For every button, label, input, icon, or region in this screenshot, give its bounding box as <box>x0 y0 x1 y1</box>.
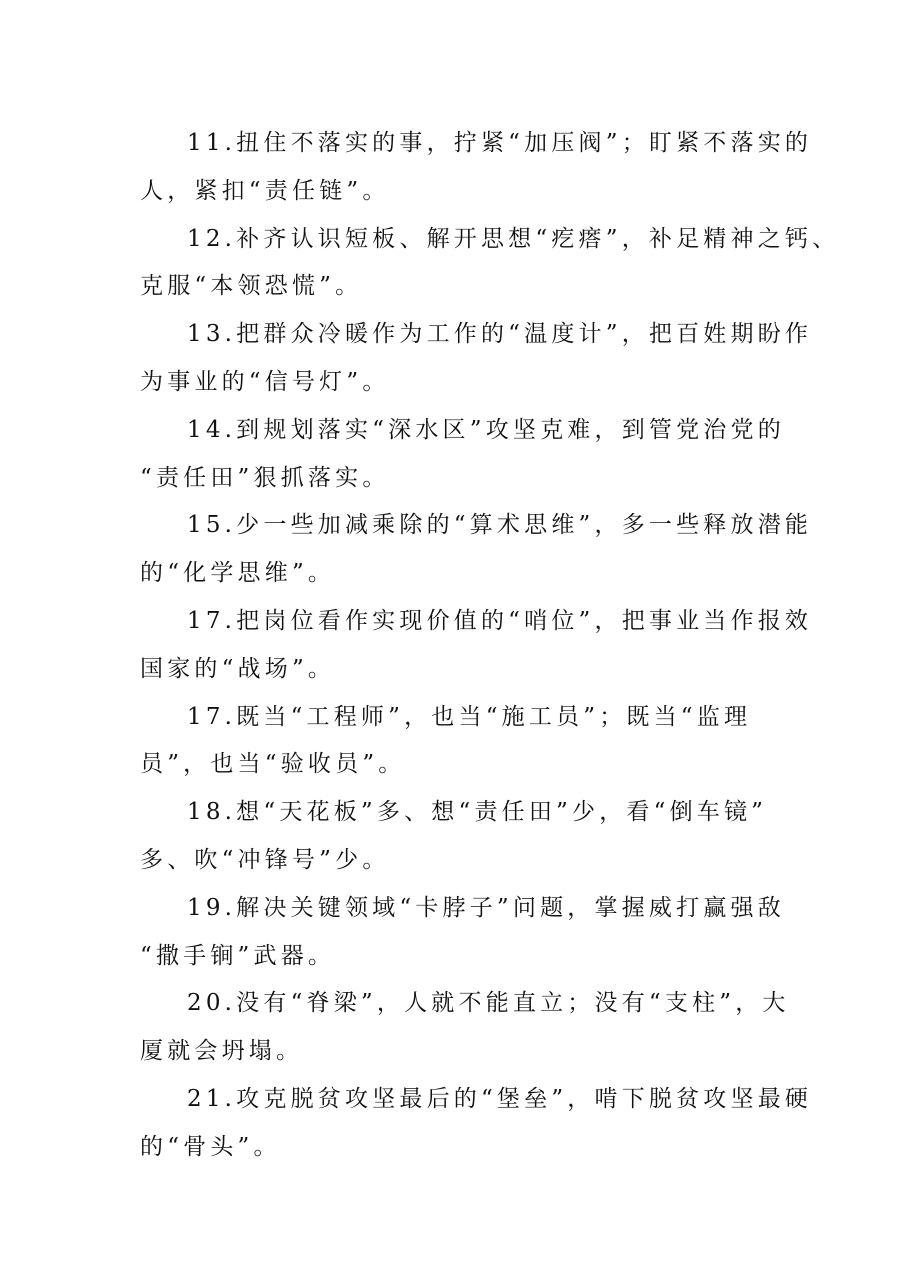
list-item <box>140 598 813 694</box>
item-line-2: 克服“本领恐慌”。 <box>140 273 363 300</box>
item-line-1: 17.把岗位看作实现价值的“哨位”，把事业当作报效 <box>187 607 813 634</box>
list-item <box>140 1076 813 1172</box>
item-line-1: 11.扭住不落实的事，拧紧“加压阀”；盯紧不落实的 <box>187 130 813 156</box>
item-line-2: 的“化学思维”。 <box>140 560 336 587</box>
list-item <box>140 502 813 598</box>
item-line-2: 为事业的“信号灯”。 <box>140 368 390 395</box>
item-line-1: 13.把群众冷暖作为工作的“温度计”，把百姓期盼作 <box>187 321 813 348</box>
item-line-1: 21.攻克脱贫攻坚最后的“堡垒”，啃下脱贫攻坚最硬 <box>187 1085 813 1112</box>
list-item <box>140 311 813 407</box>
item-line-1: 19.解决关键领域“卡脖子”问题，掌握威打赢强敌 <box>187 894 785 921</box>
item-line-1: 17.既当“工程师”，也当“施工员”；既当“监理 <box>187 703 752 730</box>
list-item <box>140 885 785 981</box>
list-item <box>140 120 813 216</box>
list-item <box>140 980 790 1076</box>
item-line-2: 员”，也当“验收员”。 <box>140 751 406 778</box>
item-line-1: 20.没有“脊梁”，人就不能直立；没有“支柱”，大 <box>187 990 790 1017</box>
list-item <box>140 407 785 503</box>
list-item <box>140 694 780 790</box>
item-line-2: “责任田”狠抓落实。 <box>140 464 390 491</box>
document-body <box>140 120 840 1172</box>
item-line-2: 厦就会坍塌。 <box>140 1038 304 1065</box>
item-line-2: 人，紧扣“责任链”。 <box>140 177 390 204</box>
item-line-2: 的“骨头”。 <box>140 1133 281 1160</box>
item-line-2: “撒手锏”武器。 <box>140 942 336 969</box>
list-item <box>140 216 840 312</box>
item-line-1: 15.少一些加减乘除的“算术思维”，多一些释放潜能 <box>187 512 813 539</box>
item-line-2: 多、吹“冲锋号”少。 <box>140 846 390 873</box>
item-line-1: 18.想“天花板”多、想“责任田”少，看“倒车镜” <box>187 799 768 826</box>
item-line-1: 14.到规划落实“深水区”攻坚克难，到管党治党的 <box>187 416 785 443</box>
list-item <box>140 789 780 885</box>
item-line-2: 国家的“战场”。 <box>140 655 336 682</box>
item-line-1: 12.补齐认识短板、解开思想“疙瘩”，补足精神之钙、 <box>187 225 840 252</box>
